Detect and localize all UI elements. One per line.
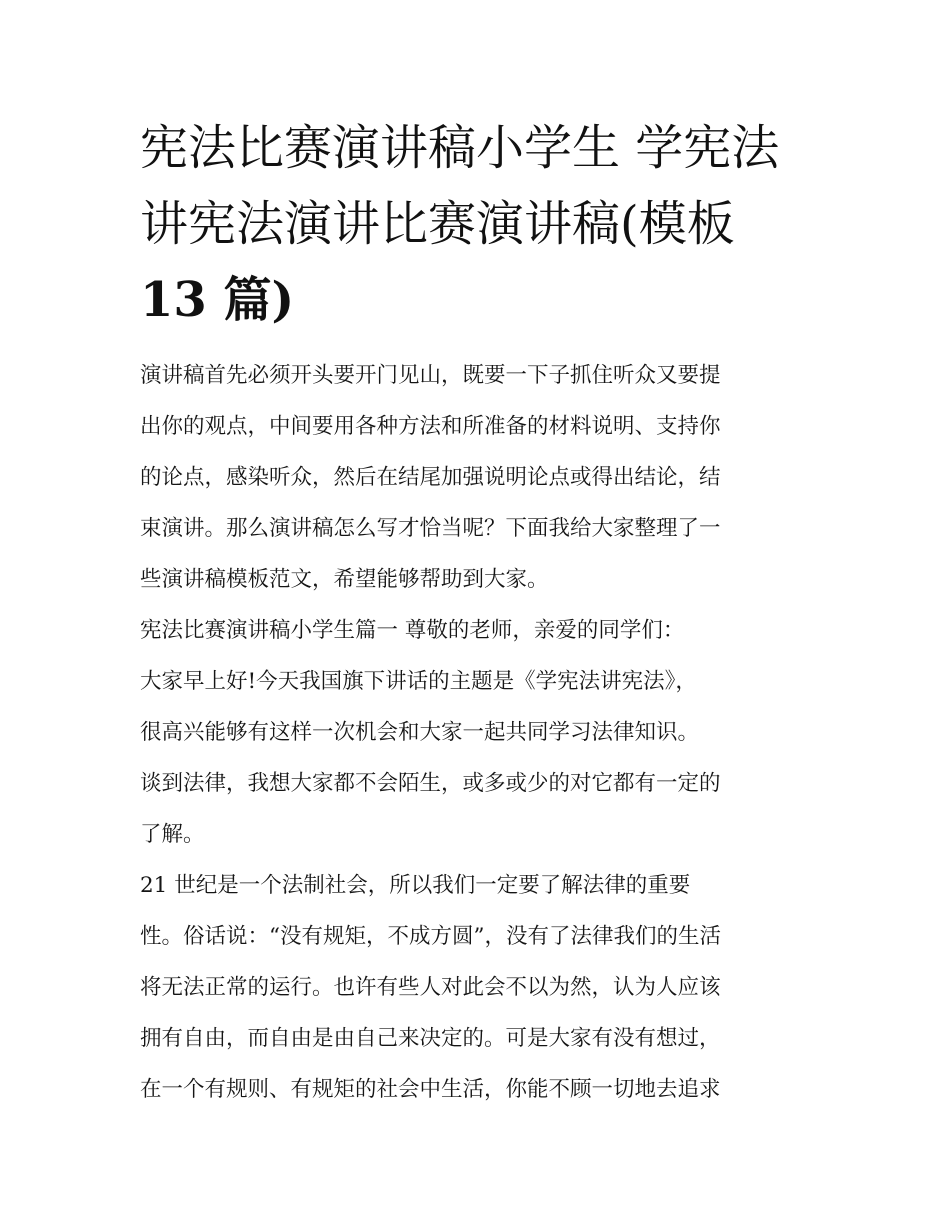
text-line: 了解。 bbox=[140, 822, 205, 847]
title-line: 13 篇) bbox=[140, 272, 295, 328]
text-line: 出你的观点，中间要用各种方法和所准备的材料说明、支持你 bbox=[140, 414, 721, 439]
text-line: 些演讲稿模板范文，希望能够帮助到大家。 bbox=[140, 567, 549, 592]
text-line: 演讲稿首先必须开头要开门见山，既要一下子抓住听众又要提 bbox=[140, 363, 721, 388]
intro-paragraph bbox=[140, 350, 812, 605]
text-line: 谈到法律，我想大家都不会陌生，或多或少的对它都有一定的 bbox=[140, 771, 721, 796]
text-line: 宪法比赛演讲稿小学生篇一 尊敬的老师，亲爱的同学们： bbox=[140, 618, 685, 643]
text-line: 21 世纪是一个法制社会，所以我们一定要了解法律的重要 bbox=[140, 873, 691, 898]
greeting-paragraph bbox=[140, 656, 812, 758]
text-line: 在一个有规则、有规矩的社会中生活，你能不顾一切地去追求 bbox=[140, 1077, 721, 1102]
law-intro-paragraph bbox=[140, 758, 812, 860]
text-line: 拥有自由，而自由是由自己来决定的。可是大家有没有想过， bbox=[140, 1026, 721, 1051]
law-society-paragraph bbox=[140, 860, 812, 1115]
text-line: 很高兴能够有这样一次机会和大家一起共同学习法律知识。 bbox=[140, 720, 700, 745]
title-line: 讲宪法演讲比赛演讲稿(模板 bbox=[140, 196, 735, 252]
text-line: 性。俗话说：“没有规矩，不成方圆”，没有了法律我们的生活 bbox=[140, 924, 721, 949]
document-page bbox=[140, 110, 812, 1115]
section-heading-paragraph bbox=[140, 605, 812, 656]
document-title bbox=[140, 110, 812, 338]
title-line: 宪法比赛演讲稿小学生 学宪法 bbox=[140, 120, 780, 176]
text-line: 束演讲。那么演讲稿怎么写才恰当呢？下面我给大家整理了一 bbox=[140, 516, 721, 541]
text-line: 的论点，感染听众，然后在结尾加强说明论点或得出结论，结 bbox=[140, 465, 721, 490]
text-line: 将无法正常的运行。也许有些人对此会不以为然，认为人应该 bbox=[140, 975, 721, 1000]
text-line: 大家早上好!今天我国旗下讲话的主题是《学宪法讲宪法》， bbox=[140, 669, 697, 694]
